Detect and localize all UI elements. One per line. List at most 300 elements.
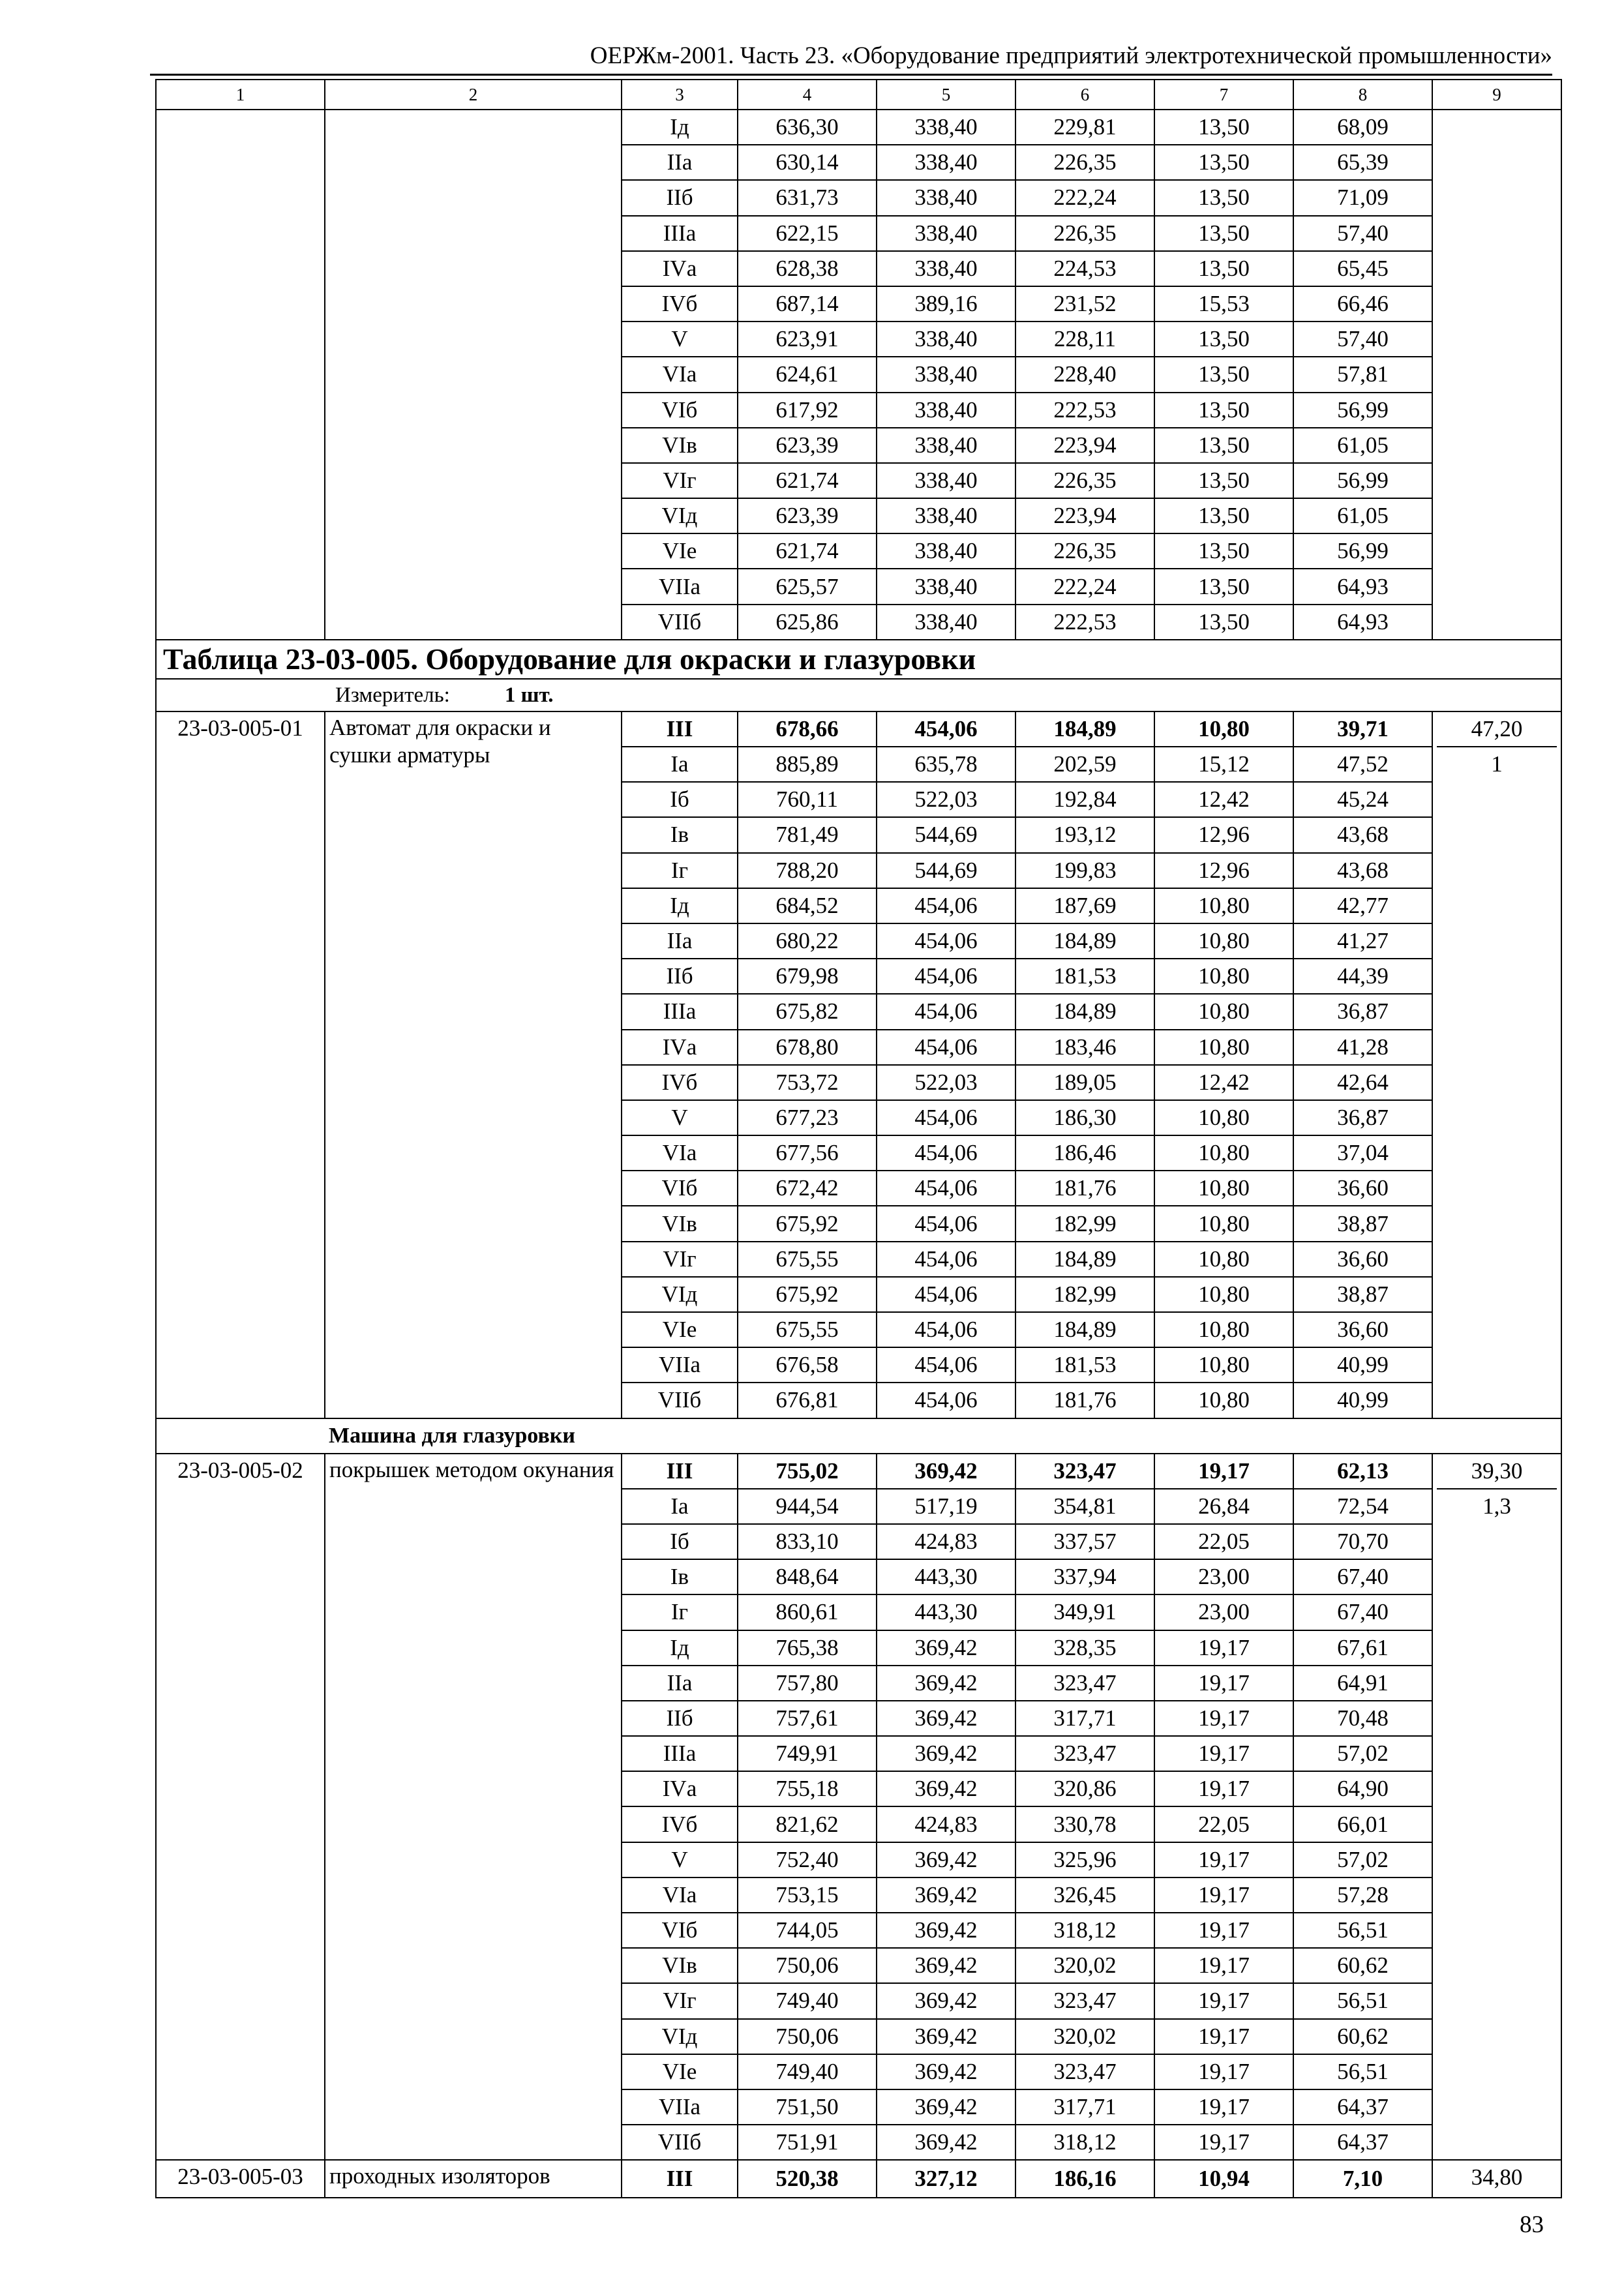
value-cell: 19,17 [1154,2054,1293,2089]
value-cell: 323,47 [1015,1666,1154,1701]
value-cell: 338,40 [877,110,1015,145]
value-cell: 189,05 [1015,1065,1154,1100]
value-cell: 56,51 [1293,1913,1432,1948]
value-cell: 10,80 [1154,1277,1293,1312]
zone-cell: Iб [622,1524,738,1559]
value-cell: 755,18 [738,1771,877,1806]
value-cell: 45,24 [1293,782,1432,817]
subheading: Машина для глазуровки [325,1418,1561,1454]
value-cell: 621,74 [738,533,877,569]
value-cell: 833,10 [738,1524,877,1559]
value-cell: 226,35 [1015,216,1154,251]
value-cell: 186,30 [1015,1100,1154,1135]
value-cell: 56,99 [1293,533,1432,569]
value-cell: 675,92 [738,1206,877,1241]
value-cell: 751,91 [738,2125,877,2160]
value-cell: 320,02 [1015,2019,1154,2054]
value-cell: 676,58 [738,1347,877,1383]
value-cell: 187,69 [1015,888,1154,923]
value-cell: 61,05 [1293,428,1432,463]
value-cell: 369,42 [877,1842,1015,1878]
value-cell: 349,91 [1015,1594,1154,1630]
zone-cell: V [622,1842,738,1878]
zone-cell: Iв [622,1559,738,1594]
value-cell: 338,40 [877,180,1015,215]
value-cell: 224,53 [1015,251,1154,286]
value-cell: 10,80 [1154,888,1293,923]
zone-cell: VIг [622,463,738,498]
column-number: 8 [1293,80,1432,110]
value-cell: 199,83 [1015,853,1154,888]
value-cell: 757,61 [738,1701,877,1736]
value-cell: 19,17 [1154,1842,1293,1878]
value-cell: 186,16 [1015,2160,1154,2197]
extra-cell [1432,110,1561,640]
value-cell: 621,74 [738,463,877,498]
value-cell: 181,76 [1015,1171,1154,1206]
zone-cell: VIг [622,1983,738,2018]
value-cell: 184,89 [1015,923,1154,959]
zone-cell: IVа [622,1771,738,1806]
value-cell: 369,42 [877,1913,1015,1948]
value-cell: 13,50 [1154,216,1293,251]
value-cell: 369,42 [877,1736,1015,1771]
value-cell: 13,50 [1154,393,1293,428]
value-cell: 630,14 [738,145,877,180]
value-cell: 454,06 [877,711,1015,747]
value-cell: 323,47 [1015,1454,1154,1489]
value-cell: 222,24 [1015,180,1154,215]
value-cell: 223,94 [1015,498,1154,533]
table-title-row [156,640,1561,679]
value-cell: 320,86 [1015,1771,1154,1806]
zone-cell: VIе [622,1312,738,1347]
column-number: 4 [738,80,877,110]
value-cell: 749,40 [738,1983,877,2018]
zone-cell: IIб [622,1701,738,1736]
value-cell: 64,37 [1293,2125,1432,2160]
value-cell: 369,42 [877,2054,1015,2089]
zone-cell: VIIа [622,569,738,604]
value-cell: 369,42 [877,2089,1015,2125]
zone-cell: VIг [622,1242,738,1277]
value-cell: 675,55 [738,1242,877,1277]
value-cell: 10,80 [1154,1347,1293,1383]
value-cell: 15,53 [1154,286,1293,322]
value-cell: 19,17 [1154,2019,1293,2054]
value-cell: 38,87 [1293,1277,1432,1312]
value-cell: 522,03 [877,782,1015,817]
value-cell: 19,17 [1154,1454,1293,1489]
zone-cell: VIа [622,357,738,392]
value-cell: 222,24 [1015,569,1154,604]
table-row [156,2160,1561,2197]
zone-cell: VIд [622,1277,738,1312]
zone-cell: IVб [622,286,738,322]
value-cell: 369,42 [877,1948,1015,1983]
value-cell: 64,91 [1293,1666,1432,1701]
value-cell: 10,80 [1154,1242,1293,1277]
zone-cell: IIа [622,1666,738,1701]
value-cell: 23,00 [1154,1559,1293,1594]
value-cell: 57,28 [1293,1878,1432,1913]
value-cell: 10,80 [1154,1100,1293,1135]
item-extra [1432,1454,1561,2161]
zone-cell: Iа [622,747,738,782]
item-name: проходных изоляторов [325,2160,622,2197]
value-cell: 22,05 [1154,1524,1293,1559]
value-cell: 12,42 [1154,782,1293,817]
value-cell: 22,05 [1154,1806,1293,1842]
value-cell: 44,39 [1293,959,1432,994]
value-cell: 323,47 [1015,1983,1154,2018]
value-cell: 182,99 [1015,1277,1154,1312]
column-number: 1 [156,80,325,110]
value-cell: 23,00 [1154,1594,1293,1630]
zone-cell: VIв [622,1948,738,1983]
value-cell: 781,49 [738,817,877,852]
value-cell: 338,40 [877,428,1015,463]
value-cell: 13,50 [1154,569,1293,604]
zone-cell: VIб [622,1171,738,1206]
value-cell: 338,40 [877,251,1015,286]
value-cell: 61,05 [1293,498,1432,533]
value-cell: 443,30 [877,1594,1015,1630]
value-cell: 749,40 [738,2054,877,2089]
value-cell: 60,62 [1293,1948,1432,1983]
value-cell: 19,17 [1154,1948,1293,1983]
zone-cell: Iа [622,1489,738,1524]
zone-cell: IIа [622,145,738,180]
value-cell: 454,06 [877,1312,1015,1347]
value-cell: 325,96 [1015,1842,1154,1878]
value-cell: 228,11 [1015,322,1154,357]
zone-cell: IIIа [622,1736,738,1771]
extra-value: 1,3 [1437,1488,1557,1523]
value-cell: 338,40 [877,533,1015,569]
value-cell: 10,80 [1154,959,1293,994]
value-cell: 10,80 [1154,1135,1293,1171]
value-cell: 38,87 [1293,1206,1432,1241]
value-cell: 338,40 [877,145,1015,180]
value-cell: 36,60 [1293,1312,1432,1347]
value-cell: 56,99 [1293,393,1432,428]
zone-cell: Iг [622,853,738,888]
zone-cell: VIб [622,393,738,428]
value-cell: 184,89 [1015,994,1154,1029]
value-cell: 36,60 [1293,1171,1432,1206]
value-cell: 821,62 [738,1806,877,1842]
value-cell: 56,99 [1293,463,1432,498]
value-cell: 56,51 [1293,2054,1432,2089]
value-cell: 184,89 [1015,1312,1154,1347]
zone-cell: VIд [622,2019,738,2054]
value-cell: 454,06 [877,1100,1015,1135]
value-cell: 184,89 [1015,711,1154,747]
value-cell: 424,83 [877,1806,1015,1842]
zone-cell: VIе [622,2054,738,2089]
value-cell: 753,15 [738,1878,877,1913]
value-cell: 182,99 [1015,1206,1154,1241]
value-cell: 10,80 [1154,1171,1293,1206]
value-cell: 42,77 [1293,888,1432,923]
value-cell: 19,17 [1154,1701,1293,1736]
value-cell: 223,94 [1015,428,1154,463]
value-cell: 41,28 [1293,1030,1432,1065]
zone-cell: IVа [622,1030,738,1065]
value-cell: 675,55 [738,1312,877,1347]
value-cell: 625,86 [738,605,877,640]
value-cell: 19,17 [1154,1878,1293,1913]
value-cell: 40,99 [1293,1383,1432,1418]
value-cell: 369,42 [877,1983,1015,2018]
table-row [156,110,1561,145]
value-cell: 67,40 [1293,1559,1432,1594]
value-cell: 40,99 [1293,1347,1432,1383]
header-rule [150,74,1552,76]
value-cell: 43,68 [1293,817,1432,852]
value-cell: 19,17 [1154,1771,1293,1806]
value-cell: 19,17 [1154,2089,1293,2125]
value-cell: 765,38 [738,1630,877,1666]
zone-cell: VIа [622,1135,738,1171]
value-cell: 617,92 [738,393,877,428]
value-cell: 318,12 [1015,2125,1154,2160]
item-name: Автомат для окраски и сушки арматуры [325,711,622,1418]
column-number: 6 [1015,80,1154,110]
value-cell: 186,46 [1015,1135,1154,1171]
value-cell: 635,78 [877,747,1015,782]
value-cell: 19,17 [1154,1666,1293,1701]
value-cell: 623,91 [738,322,877,357]
value-cell: 202,59 [1015,747,1154,782]
value-cell: 454,06 [877,1030,1015,1065]
value-cell: 454,06 [877,1347,1015,1383]
value-cell: 13,50 [1154,110,1293,145]
value-cell: 454,06 [877,1383,1015,1418]
value-cell: 13,50 [1154,145,1293,180]
value-cell: 57,40 [1293,216,1432,251]
zone-cell: IIб [622,959,738,994]
zone-cell: IIIа [622,216,738,251]
value-cell: 338,40 [877,498,1015,533]
value-cell: 65,45 [1293,251,1432,286]
extra-value: 47,20 [1471,715,1523,741]
value-cell: 222,53 [1015,393,1154,428]
value-cell: 13,50 [1154,180,1293,215]
zone-cell: VIIб [622,2125,738,2160]
value-cell: 10,80 [1154,1312,1293,1347]
value-cell: 12,96 [1154,853,1293,888]
value-cell: 181,53 [1015,959,1154,994]
name-cell [325,110,622,640]
value-cell: 677,56 [738,1135,877,1171]
zone-cell: Iд [622,110,738,145]
value-cell: 183,46 [1015,1030,1154,1065]
value-cell: 454,06 [877,1206,1015,1241]
zone-cell: VIв [622,1206,738,1241]
table-row [156,711,1561,747]
value-cell: 788,20 [738,853,877,888]
value-cell: 67,61 [1293,1630,1432,1666]
zone-cell: IVб [622,1806,738,1842]
value-cell: 338,40 [877,393,1015,428]
value-cell: 226,35 [1015,145,1154,180]
value-cell: 10,94 [1154,2160,1293,2197]
value-cell: 338,40 [877,357,1015,392]
value-cell: 19,17 [1154,1983,1293,2018]
value-cell: 13,50 [1154,357,1293,392]
zone-cell: V [622,1100,738,1135]
value-cell: 13,50 [1154,605,1293,640]
value-cell: 64,93 [1293,605,1432,640]
zone-cell: IIа [622,923,738,959]
value-cell: 753,72 [738,1065,877,1100]
value-cell: 750,06 [738,1948,877,1983]
value-cell: 684,52 [738,888,877,923]
value-cell: 622,15 [738,216,877,251]
value-cell: 337,94 [1015,1559,1154,1594]
value-cell: 677,23 [738,1100,877,1135]
value-cell: 757,80 [738,1666,877,1701]
value-cell: 66,01 [1293,1806,1432,1842]
item-name: покрышек методом окунания [325,1454,622,2161]
value-cell: 369,42 [877,1454,1015,1489]
item-extra [1432,2160,1561,2197]
value-cell: 317,71 [1015,1701,1154,1736]
value-cell: 65,39 [1293,145,1432,180]
value-cell: 749,91 [738,1736,877,1771]
value-cell: 369,42 [877,1701,1015,1736]
value-cell: 68,09 [1293,110,1432,145]
value-cell: 10,80 [1154,923,1293,959]
value-cell: 330,78 [1015,1806,1154,1842]
value-cell: 744,05 [738,1913,877,1948]
value-cell: 544,69 [877,817,1015,852]
value-cell: 181,53 [1015,1347,1154,1383]
value-cell: 624,61 [738,357,877,392]
value-cell: 328,35 [1015,1630,1154,1666]
code-cell [156,110,325,640]
value-cell: 454,06 [877,923,1015,959]
value-cell: 454,06 [877,1277,1015,1312]
value-cell: 37,04 [1293,1135,1432,1171]
value-cell: 631,73 [738,180,877,215]
value-cell: 229,81 [1015,110,1154,145]
value-cell: 544,69 [877,853,1015,888]
value-cell: 522,03 [877,1065,1015,1100]
value-cell: 389,16 [877,286,1015,322]
extra-value: 1 [1437,746,1557,781]
extra-value: 39,30 [1471,1458,1523,1484]
zone-cell: Iд [622,1630,738,1666]
zone-cell: VIб [622,1913,738,1948]
value-cell: 369,42 [877,2019,1015,2054]
zone-cell: VIIа [622,2089,738,2125]
value-cell: 454,06 [877,959,1015,994]
value-cell: 70,70 [1293,1524,1432,1559]
value-cell: 338,40 [877,463,1015,498]
rates-table [155,79,1562,2198]
value-cell: 19,17 [1154,1913,1293,1948]
value-cell: 13,50 [1154,498,1293,533]
zone-cell: IIIа [622,994,738,1029]
value-cell: 323,47 [1015,2054,1154,2089]
column-number: 3 [622,80,738,110]
zone-cell: III [622,711,738,747]
value-cell: 19,17 [1154,2125,1293,2160]
item-code: 23-03-005-03 [156,2160,325,2197]
value-cell: 67,40 [1293,1594,1432,1630]
value-cell: 636,30 [738,110,877,145]
value-cell: 623,39 [738,428,877,463]
value-cell: 338,40 [877,216,1015,251]
zone-cell: Iв [622,817,738,852]
value-cell: 184,89 [1015,1242,1154,1277]
value-cell: 10,80 [1154,711,1293,747]
value-cell: 57,40 [1293,322,1432,357]
value-cell: 338,40 [877,605,1015,640]
zone-cell: IIб [622,180,738,215]
subheading-row [156,1418,1561,1454]
value-cell: 226,35 [1015,463,1154,498]
value-cell: 19,17 [1154,1736,1293,1771]
value-cell: 454,06 [877,994,1015,1029]
page-number: 83 [1520,2211,1544,2238]
column-number: 7 [1154,80,1293,110]
value-cell: 57,02 [1293,1842,1432,1878]
zone-cell: III [622,2160,738,2197]
value-cell: 454,06 [877,888,1015,923]
zone-cell: Iг [622,1594,738,1630]
value-cell: 13,50 [1154,533,1293,569]
value-cell: 369,42 [877,1771,1015,1806]
value-cell: 848,64 [738,1559,877,1594]
value-cell: 760,11 [738,782,877,817]
value-cell: 60,62 [1293,2019,1432,2054]
zone-cell: IVа [622,251,738,286]
value-cell: 70,48 [1293,1701,1432,1736]
value-cell: 679,98 [738,959,877,994]
zone-cell: III [622,1454,738,1489]
value-cell: 13,50 [1154,251,1293,286]
value-cell: 338,40 [877,569,1015,604]
value-cell: 678,80 [738,1030,877,1065]
value-cell: 623,39 [738,498,877,533]
unit-value: 1 шт. [504,683,554,707]
value-cell: 750,06 [738,2019,877,2054]
value-cell: 7,10 [1293,2160,1432,2197]
zone-cell: VIд [622,498,738,533]
value-cell: 64,93 [1293,569,1432,604]
value-cell: 443,30 [877,1559,1015,1594]
value-cell: 231,52 [1015,286,1154,322]
value-cell: 676,81 [738,1383,877,1418]
value-cell: 64,37 [1293,2089,1432,2125]
zone-cell: VIIб [622,1383,738,1418]
value-cell: 13,50 [1154,322,1293,357]
unit-cell [156,679,1561,711]
value-cell: 47,52 [1293,747,1432,782]
value-cell: 625,57 [738,569,877,604]
value-cell: 226,35 [1015,533,1154,569]
column-number: 9 [1432,80,1561,110]
value-cell: 675,92 [738,1277,877,1312]
value-cell: 10,80 [1154,1206,1293,1241]
table-title-cell [156,640,1561,679]
value-cell: 337,57 [1015,1524,1154,1559]
value-cell: 338,40 [877,322,1015,357]
